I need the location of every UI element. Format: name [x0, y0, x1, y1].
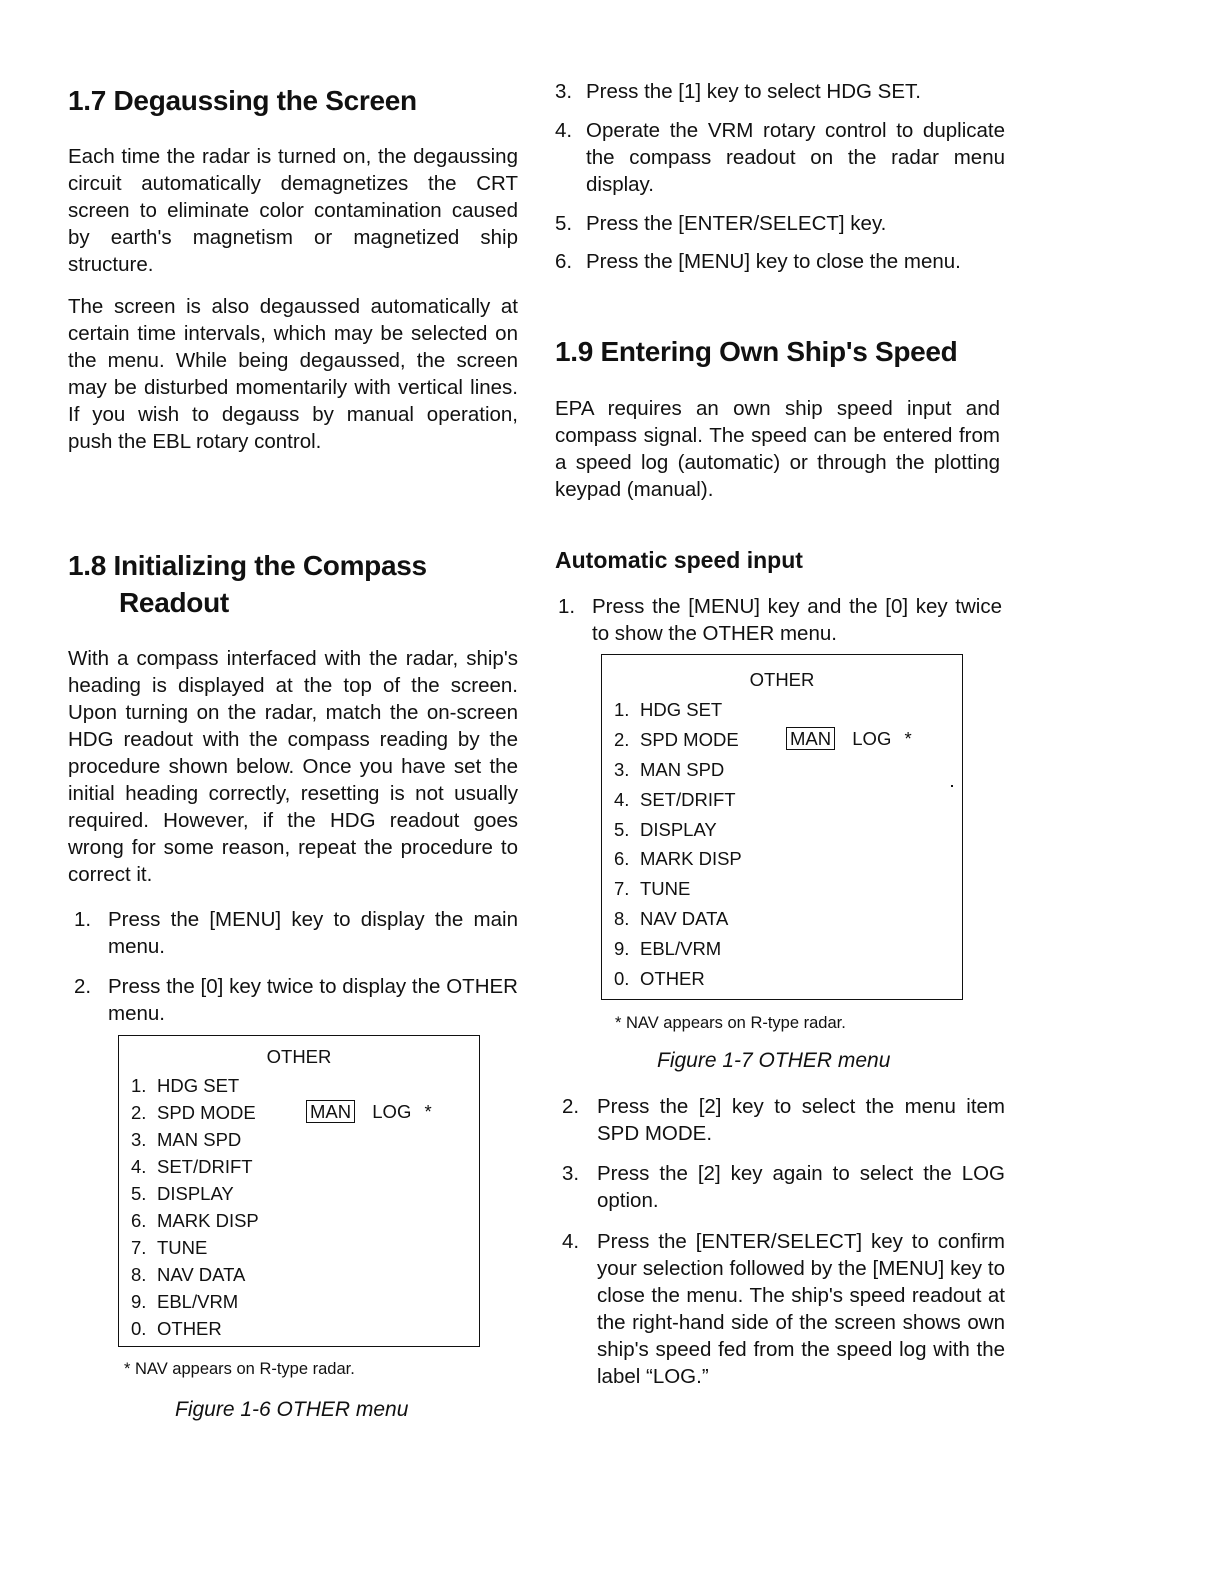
menu-item-number: 5.	[614, 819, 630, 840]
menu-item-ebl-vrm	[131, 1291, 238, 1313]
step-text: Operate the VRM rotary control to duplicate the compass readout on the radar menu display.	[586, 119, 1005, 196]
heading-1-8-line1: 1.8 Initializing the Compass	[68, 550, 427, 581]
menu-item-number: 3.	[131, 1129, 147, 1150]
spd-mode-log-option: LOG	[852, 728, 892, 749]
menu-item-number: 0.	[614, 968, 630, 989]
menu-item-label: DISPLAY	[157, 1183, 234, 1204]
spd-mode-selected-option: MAN	[786, 727, 835, 750]
menu-item-number: 9.	[614, 938, 630, 959]
step-number: 3.	[555, 80, 573, 103]
step-text: Press the [MENU] key to close the menu.	[586, 250, 961, 273]
menu-item-number: 8.	[614, 908, 630, 929]
menu-item-man-spd	[131, 1129, 241, 1151]
spd-mode-options	[306, 1101, 432, 1123]
menu-item-label: SPD MODE	[157, 1102, 256, 1123]
menu-item-nav-data	[131, 1264, 245, 1286]
menu-item-nav-data	[614, 908, 728, 930]
menu-item-mark-disp	[131, 1210, 259, 1232]
menu-item-number: 0.	[131, 1318, 147, 1339]
menu-item-hdg-set	[131, 1075, 239, 1097]
menu-item-number: 1.	[131, 1075, 147, 1096]
menu-item-label: EBL/VRM	[157, 1291, 239, 1312]
menu-item-label: TUNE	[640, 878, 691, 899]
menu-item-number: 5.	[131, 1183, 147, 1204]
menu-item-other	[131, 1318, 222, 1340]
step-1-8-6	[555, 248, 1005, 275]
menu-item-label: DISPLAY	[640, 819, 717, 840]
scan-speck	[951, 785, 953, 787]
other-menu-figure-1-7	[601, 654, 963, 1000]
menu-item-label: OTHER	[157, 1318, 222, 1339]
menu-item-label: SPD MODE	[640, 729, 739, 750]
menu-item-number: 8.	[131, 1264, 147, 1285]
menu-item-tune	[614, 878, 690, 900]
menu-item-tune	[131, 1237, 207, 1259]
menu-item-number: 4.	[614, 789, 630, 810]
menu-title: OTHER	[266, 1046, 332, 1067]
spd-mode-marker: *	[904, 728, 912, 749]
spd-mode-options	[786, 728, 912, 750]
menu-item-number: 7.	[614, 878, 630, 899]
menu-item-mark-disp	[614, 848, 742, 870]
caption-figure-1-6: Figure 1-6 OTHER menu	[175, 1398, 409, 1421]
para-degauss-2: The screen is also degaussed automatically at certain time intervals, which may be selected on the menu. While being degaussed, the screen may be disturbed momentarily with vertical lines. If you wish to degauss by manual operation, push the EBL rotary control.	[68, 295, 518, 453]
para-compass: With a compass interfaced with the radar, ship's heading is displayed at the top of the screen. Upon turning on the radar, match the on-screen HDG readout with the compass reading by the procedure shown below. Once you have set the initial heading correctly, resetting is not usually required. However, if the HDG readout goes wrong for some reason, repeat the procedure to correct it.	[68, 647, 518, 886]
menu-item-man-spd	[614, 759, 724, 781]
spd-mode-log-option: LOG	[372, 1101, 412, 1122]
step-number: 5.	[555, 212, 573, 235]
step-text: Press the [ENTER/SELECT] key.	[586, 212, 887, 235]
step-number: 1.	[558, 595, 576, 618]
step-text: Press the [0] key twice to display the OTHER menu.	[108, 975, 518, 1025]
step-1-9-1	[558, 593, 1002, 647]
heading-1-8-line2: Readout	[119, 587, 229, 618]
menu-item-label: EBL/VRM	[640, 938, 722, 959]
step-text: Press the [ENTER/SELECT] key to confirm your selection followed by the [MENU] key to close the menu. The ship's speed readout at the right-hand side of the screen shows own ship's speed fed from the speed log with the label “LOG.”	[597, 1230, 1005, 1388]
step-text: Press the [MENU] key and the [0] key twice to show the OTHER menu.	[592, 595, 1002, 645]
caption-figure-1-7: Figure 1-7 OTHER menu	[657, 1049, 891, 1072]
menu-item-label: HDG SET	[157, 1075, 240, 1096]
menu-item-number: 2.	[131, 1102, 147, 1123]
menu-item-number: 4.	[131, 1156, 147, 1177]
step-number: 3.	[562, 1162, 580, 1185]
menu-item-ebl-vrm	[614, 938, 721, 960]
menu-item-label: MAN SPD	[157, 1129, 242, 1150]
heading-1-9: 1.9 Entering Own Ship's Speed	[555, 336, 958, 367]
menu-item-set-drift	[131, 1156, 253, 1178]
spd-mode-selected-option: MAN	[306, 1100, 355, 1123]
note-figure-1-6: * NAV appears on R-type radar.	[124, 1360, 355, 1378]
step-1-9-4	[562, 1228, 1005, 1390]
step-1-8-1	[74, 906, 518, 960]
step-1-9-3	[562, 1160, 1005, 1214]
para-degauss-1: Each time the radar is turned on, the degaussing circuit automatically demagnetizes the CRT screen to eliminate color contamination caused by earth's magnetism or magnetized ship structure.	[68, 145, 518, 276]
step-1-8-5	[555, 210, 1005, 237]
menu-title: OTHER	[749, 669, 815, 690]
step-1-8-4	[555, 117, 1005, 198]
other-menu-figure-1-6	[118, 1035, 480, 1347]
step-1-8-3	[555, 78, 1005, 105]
menu-item-label: MAN SPD	[640, 759, 725, 780]
step-text: Press the [1] key to select HDG SET.	[586, 80, 921, 103]
step-1-9-2	[562, 1093, 1005, 1147]
menu-item-number: 6.	[131, 1210, 147, 1231]
menu-item-label: TUNE	[157, 1237, 208, 1258]
step-text: Press the [2] key to select the menu item SPD MODE.	[597, 1095, 1005, 1145]
menu-item-number: 1.	[614, 699, 630, 720]
menu-item-label: HDG SET	[640, 699, 723, 720]
step-1-8-2	[74, 973, 518, 1027]
step-number: 4.	[555, 119, 573, 142]
menu-item-spd-mode	[614, 729, 739, 751]
step-text: Press the [2] key again to select the LOG option.	[597, 1162, 1005, 1212]
menu-item-label: MARK DISP	[157, 1210, 259, 1231]
menu-item-hdg-set	[614, 699, 722, 721]
step-number: 2.	[74, 975, 92, 998]
heading-1-7: 1.7 Degaussing the Screen	[68, 85, 417, 116]
menu-item-display	[131, 1183, 234, 1205]
step-text: Press the [MENU] key to display the main menu.	[108, 908, 518, 958]
step-number: 4.	[562, 1230, 580, 1253]
menu-item-spd-mode	[131, 1102, 256, 1124]
menu-item-set-drift	[614, 789, 736, 811]
menu-item-number: 7.	[131, 1237, 147, 1258]
menu-item-number: 2.	[614, 729, 630, 750]
menu-item-other	[614, 968, 705, 990]
menu-item-label: MARK DISP	[640, 848, 742, 869]
para-own-speed: EPA requires an own ship speed input and compass signal. The speed can be entered from a speed log (automatic) or through the plotting keypad (manual).	[555, 397, 1000, 501]
menu-item-number: 3.	[614, 759, 630, 780]
menu-item-number: 6.	[614, 848, 630, 869]
step-number: 2.	[562, 1095, 580, 1118]
menu-item-label: SET/DRIFT	[640, 789, 736, 810]
menu-item-display	[614, 819, 717, 841]
note-figure-1-7: * NAV appears on R-type radar.	[615, 1014, 846, 1032]
subheading-automatic-speed: Automatic speed input	[555, 547, 803, 573]
menu-item-number: 9.	[131, 1291, 147, 1312]
step-number: 6.	[555, 250, 573, 273]
menu-item-label: SET/DRIFT	[157, 1156, 253, 1177]
heading-1-8	[68, 547, 427, 621]
menu-item-label: OTHER	[640, 968, 705, 989]
spd-mode-marker: *	[424, 1101, 432, 1122]
menu-item-label: NAV DATA	[157, 1264, 246, 1285]
step-number: 1.	[74, 908, 92, 931]
menu-item-label: NAV DATA	[640, 908, 729, 929]
